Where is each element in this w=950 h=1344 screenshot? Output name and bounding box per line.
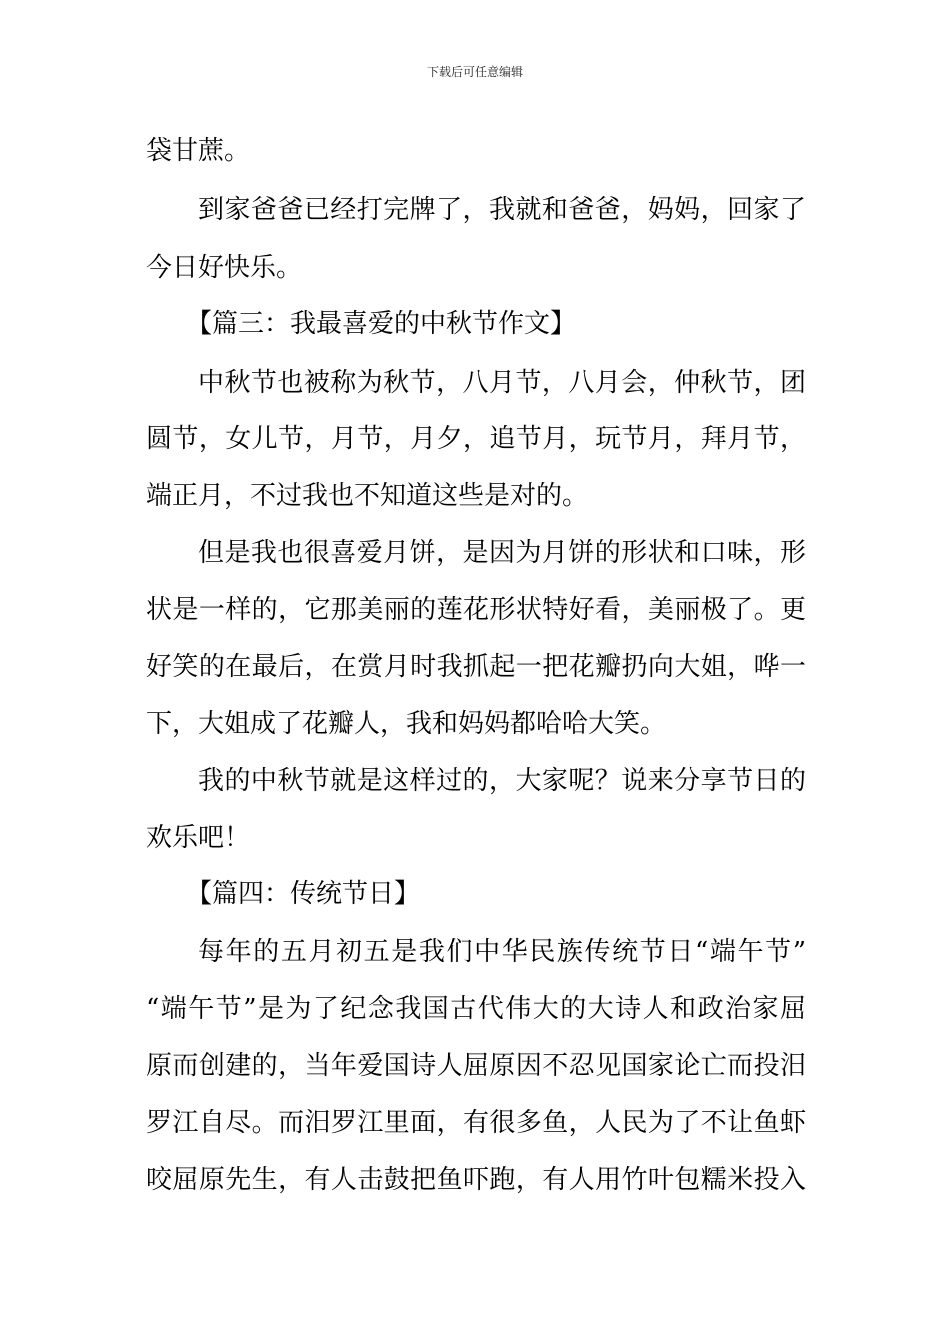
- text-line: 咬屈原先生，有人击鼓把鱼吓跑，有人用竹叶包糯米投入: [146, 1165, 806, 1195]
- text-line: 下，大姐成了花瓣人，我和妈妈都哈哈大笑。: [146, 709, 667, 739]
- page-header: 下载后可任意编辑: [426, 65, 523, 79]
- text-line: 好笑的在最后，在赏月时我抓起一把花瓣扔向大姐，哗一: [146, 652, 806, 682]
- text-line: 到家爸爸已经打完牌了，我就和爸爸，妈妈，回家了: [198, 195, 806, 225]
- text-line: 中秋节也被称为秋节，八月节，八月会，仲秋节，团: [198, 368, 806, 398]
- section-heading: 【篇四：传统节日】: [186, 879, 421, 909]
- section-heading: 【篇三：我最喜爱的中秋节作文】: [186, 309, 577, 339]
- text-line: 欢乐吧！: [146, 823, 251, 853]
- text-line: 我的中秋节就是这样过的，大家呢？说来分享节日的: [198, 766, 806, 796]
- text-line: “端午节”是为了纪念我国古代伟大的大诗人和政治家屈: [146, 994, 806, 1024]
- text-line: 袋甘蔗。: [146, 136, 251, 166]
- text-line: 端正月，不过我也不知道这些是对的。: [146, 481, 589, 511]
- text-line: 原而创建的，当年爱国诗人屈原因不忍见国家论亡而投汨: [146, 1051, 806, 1081]
- text-line: 圆节，女儿节，月节，月夕，追节月，玩节月，拜月节，: [146, 424, 806, 454]
- text-line: 但是我也很喜爱月饼，是因为月饼的形状和口味，形: [198, 538, 806, 568]
- text-line: 每年的五月初五是我们中华民族传统节日“端午节”: [198, 937, 806, 967]
- text-line: 状是一样的，它那美丽的莲花形状特好看，美丽极了。更: [146, 595, 806, 625]
- text-line: 今日好快乐。: [146, 253, 303, 283]
- text-line: 罗江自尽。而汨罗江里面，有很多鱼，人民为了不让鱼虾: [146, 1108, 806, 1138]
